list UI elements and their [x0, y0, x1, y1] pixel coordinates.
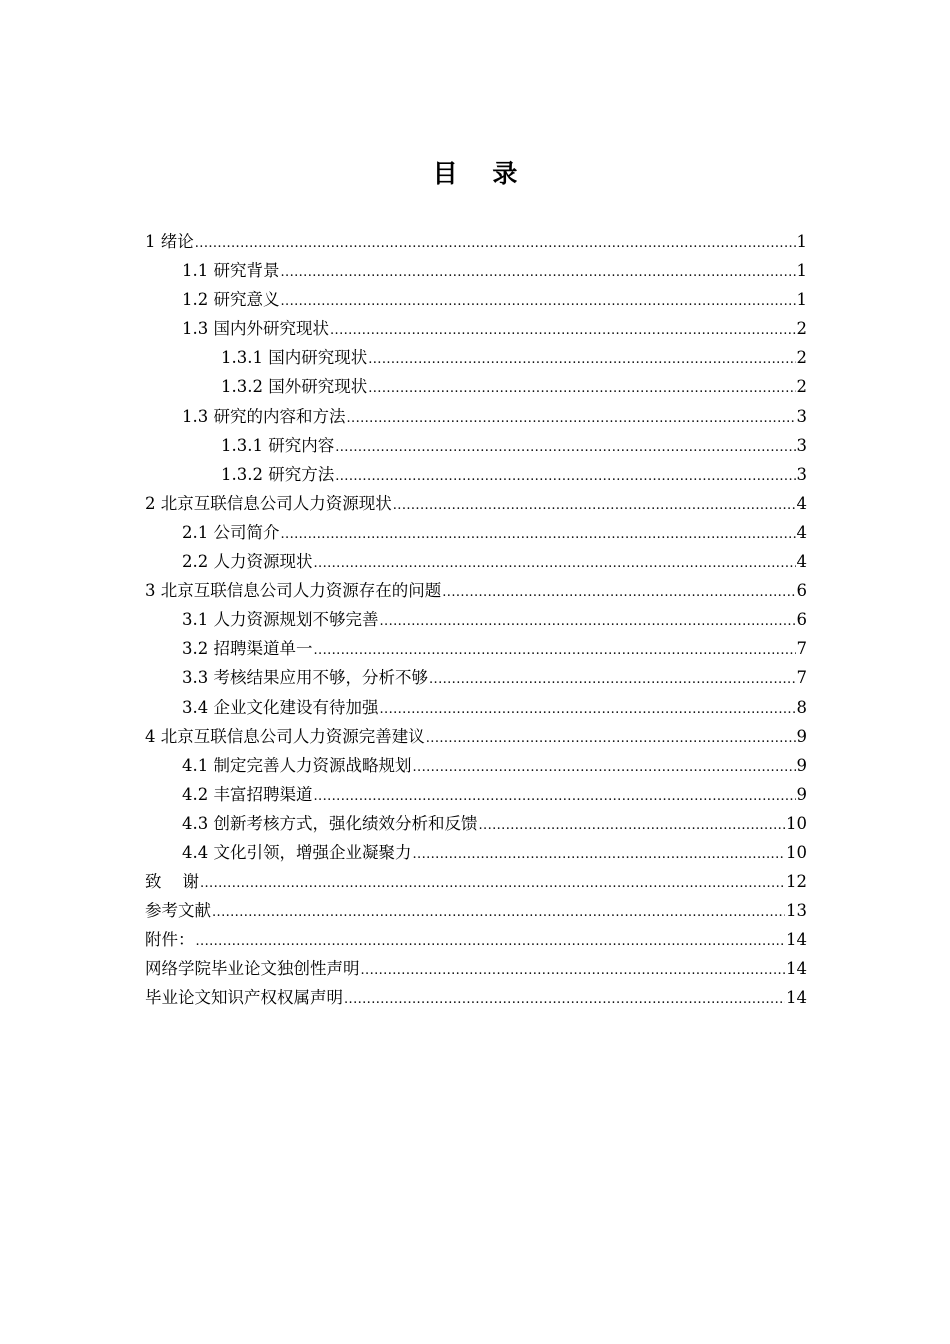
toc-entry-label: 2.2 人力资源现状: [182, 552, 313, 572]
toc-dot-leader: [335, 462, 795, 491]
toc-entry-label: 1.3.1 国内研究现状: [221, 348, 368, 368]
toc-dot-leader: [361, 956, 786, 985]
toc-entry[interactable]: [145, 809, 807, 838]
toc-entry-page-number: 9: [796, 755, 807, 775]
toc-entry[interactable]: [145, 372, 807, 401]
toc-entry-label: 1 绪论: [145, 232, 194, 251]
toc-entry[interactable]: [145, 285, 807, 314]
toc-entry-page-number: 10: [786, 813, 807, 833]
toc-entry[interactable]: [145, 518, 807, 547]
toc-dot-leader: [281, 287, 796, 316]
toc-entry-label: 2.1 公司简介: [182, 522, 280, 542]
toc-entry-page-number: 2: [796, 348, 807, 368]
toc-entry-page-number: 9: [796, 726, 807, 746]
toc-entry-label: 4.3 创新考核方式，强化绩效分析和反馈: [182, 813, 478, 833]
toc-entry-page-number: 14: [786, 988, 807, 1008]
toc-dot-leader: [212, 898, 785, 927]
toc-entry-label: 4 北京互联信息公司人力资源完善建议: [145, 726, 425, 746]
toc-entry-label: 1.2 研究意义: [182, 290, 280, 310]
toc-entry[interactable]: [145, 867, 807, 896]
toc-entry[interactable]: [145, 954, 807, 983]
toc-entry-page-number: 6: [796, 610, 807, 630]
toc-entry-page-number: 1: [796, 232, 807, 251]
toc-dot-leader: [429, 665, 796, 694]
toc-entry-label: 1.3 国内外研究现状: [182, 319, 329, 339]
toc-dot-leader: [314, 782, 796, 811]
toc-dot-leader: [347, 404, 796, 433]
toc-entry-page-number: 6: [796, 581, 807, 601]
toc-dot-leader: [330, 316, 796, 345]
toc-entry-page-number: 3: [796, 406, 807, 426]
toc-dot-leader: [380, 695, 796, 724]
toc-entry-page-number: 4: [796, 552, 807, 572]
toc-entry[interactable]: [145, 751, 807, 780]
toc-dot-leader: [196, 927, 786, 956]
toc-dot-leader: [335, 433, 795, 462]
toc-entry-page-number: 3: [796, 435, 807, 455]
toc-entry-page-number: 7: [796, 668, 807, 688]
toc-dot-leader: [413, 840, 786, 869]
toc-title: 目 录: [432, 159, 518, 188]
toc-entry-label: 2 北京互联信息公司人力资源现状: [145, 493, 392, 513]
toc-entry[interactable]: [145, 983, 807, 1012]
toc-entry-page-number: 12: [786, 872, 807, 892]
toc-entry[interactable]: [145, 693, 807, 722]
toc-entry-label: 致 谢: [145, 872, 199, 892]
toc-entry[interactable]: [145, 460, 807, 489]
toc-dot-leader: [344, 985, 785, 1014]
toc-dot-leader: [314, 549, 796, 578]
toc-entry[interactable]: [145, 663, 807, 692]
toc-entry[interactable]: [145, 402, 807, 431]
toc-entry[interactable]: [145, 722, 807, 751]
toc-entry-label: 3.1 人力资源规划不够完善: [182, 610, 379, 630]
toc-dot-leader: [442, 578, 795, 607]
toc-dot-leader: [200, 869, 785, 898]
toc-entry[interactable]: [145, 576, 807, 605]
toc-entry-page-number: 1: [796, 261, 807, 281]
toc-entry-page-number: 2: [796, 377, 807, 397]
toc-entry[interactable]: [145, 547, 807, 576]
toc-dot-leader: [426, 724, 796, 753]
toc-entry-label: 1.3.2 研究方法: [221, 464, 335, 484]
toc-entry[interactable]: [145, 431, 807, 460]
toc-entry-page-number: 4: [796, 493, 807, 513]
toc-entry[interactable]: [145, 227, 807, 256]
toc-entry-label: 1.3.1 研究内容: [221, 435, 335, 455]
toc-dot-leader: [314, 636, 796, 665]
toc-entry-page-number: 7: [796, 639, 807, 659]
toc-entry-label: 1.1 研究背景: [182, 261, 280, 281]
toc-entry-label: 网络学院毕业论文独创性声明: [145, 959, 360, 979]
toc-entry-page-number: 10: [786, 842, 807, 862]
toc-dot-leader: [380, 607, 796, 636]
toc-dot-leader: [281, 258, 796, 287]
toc-entry-label: 3.2 招聘渠道单一: [182, 639, 313, 659]
toc-dot-leader: [368, 374, 795, 403]
toc-entry-label: 4.4 文化引领，增强企业凝聚力: [182, 842, 412, 862]
toc-entry-label: 1.3 研究的内容和方法: [182, 406, 346, 426]
toc-entry[interactable]: [145, 780, 807, 809]
toc-dot-leader: [281, 520, 796, 549]
toc-entry-label: 附件：: [145, 930, 195, 950]
toc-entry-page-number: 1: [796, 290, 807, 310]
toc-dot-leader: [368, 345, 795, 374]
toc-entry[interactable]: [145, 343, 807, 372]
toc-dot-leader: [393, 491, 796, 520]
toc-entry-label: 3.3 考核结果应用不够，分析不够: [182, 668, 428, 688]
toc-dot-leader: [479, 811, 786, 840]
toc-entry[interactable]: [145, 925, 807, 954]
toc-entry-label: 毕业论文知识产权权属声明: [145, 988, 343, 1008]
toc-entry-page-number: 8: [796, 697, 807, 717]
toc-entry[interactable]: [145, 256, 807, 285]
toc-entry[interactable]: [145, 605, 807, 634]
toc-dot-leader: [413, 753, 796, 782]
toc-entry[interactable]: [145, 838, 807, 867]
toc-entry-page-number: 13: [786, 901, 807, 921]
toc-entry-label: 4.1 制定完善人力资源战略规划: [182, 755, 412, 775]
toc-entry-page-number: 14: [786, 930, 807, 950]
toc-entry-page-number: 2: [796, 319, 807, 339]
toc-entry[interactable]: [145, 489, 807, 518]
toc-entry-page-number: 3: [796, 464, 807, 484]
toc-entry-label: 4.2 丰富招聘渠道: [182, 784, 313, 804]
toc-entry-label: 3 北京互联信息公司人力资源存在的问题: [145, 581, 442, 601]
toc-entry-label: 3.4 企业文化建设有待加强: [182, 697, 379, 717]
toc-entry-label: 参考文献: [145, 901, 211, 921]
toc-entry-page-number: 9: [796, 784, 807, 804]
toc-entry[interactable]: [145, 634, 807, 663]
toc-entry-page-number: 4: [796, 522, 807, 542]
toc-dot-leader: [195, 229, 796, 258]
toc-entry-label: 1.3.2 国外研究现状: [221, 377, 368, 397]
toc-entry-page-number: 14: [786, 959, 807, 979]
toc-list: [145, 227, 807, 1013]
toc-entry[interactable]: [145, 314, 807, 343]
toc-entry[interactable]: [145, 896, 807, 925]
